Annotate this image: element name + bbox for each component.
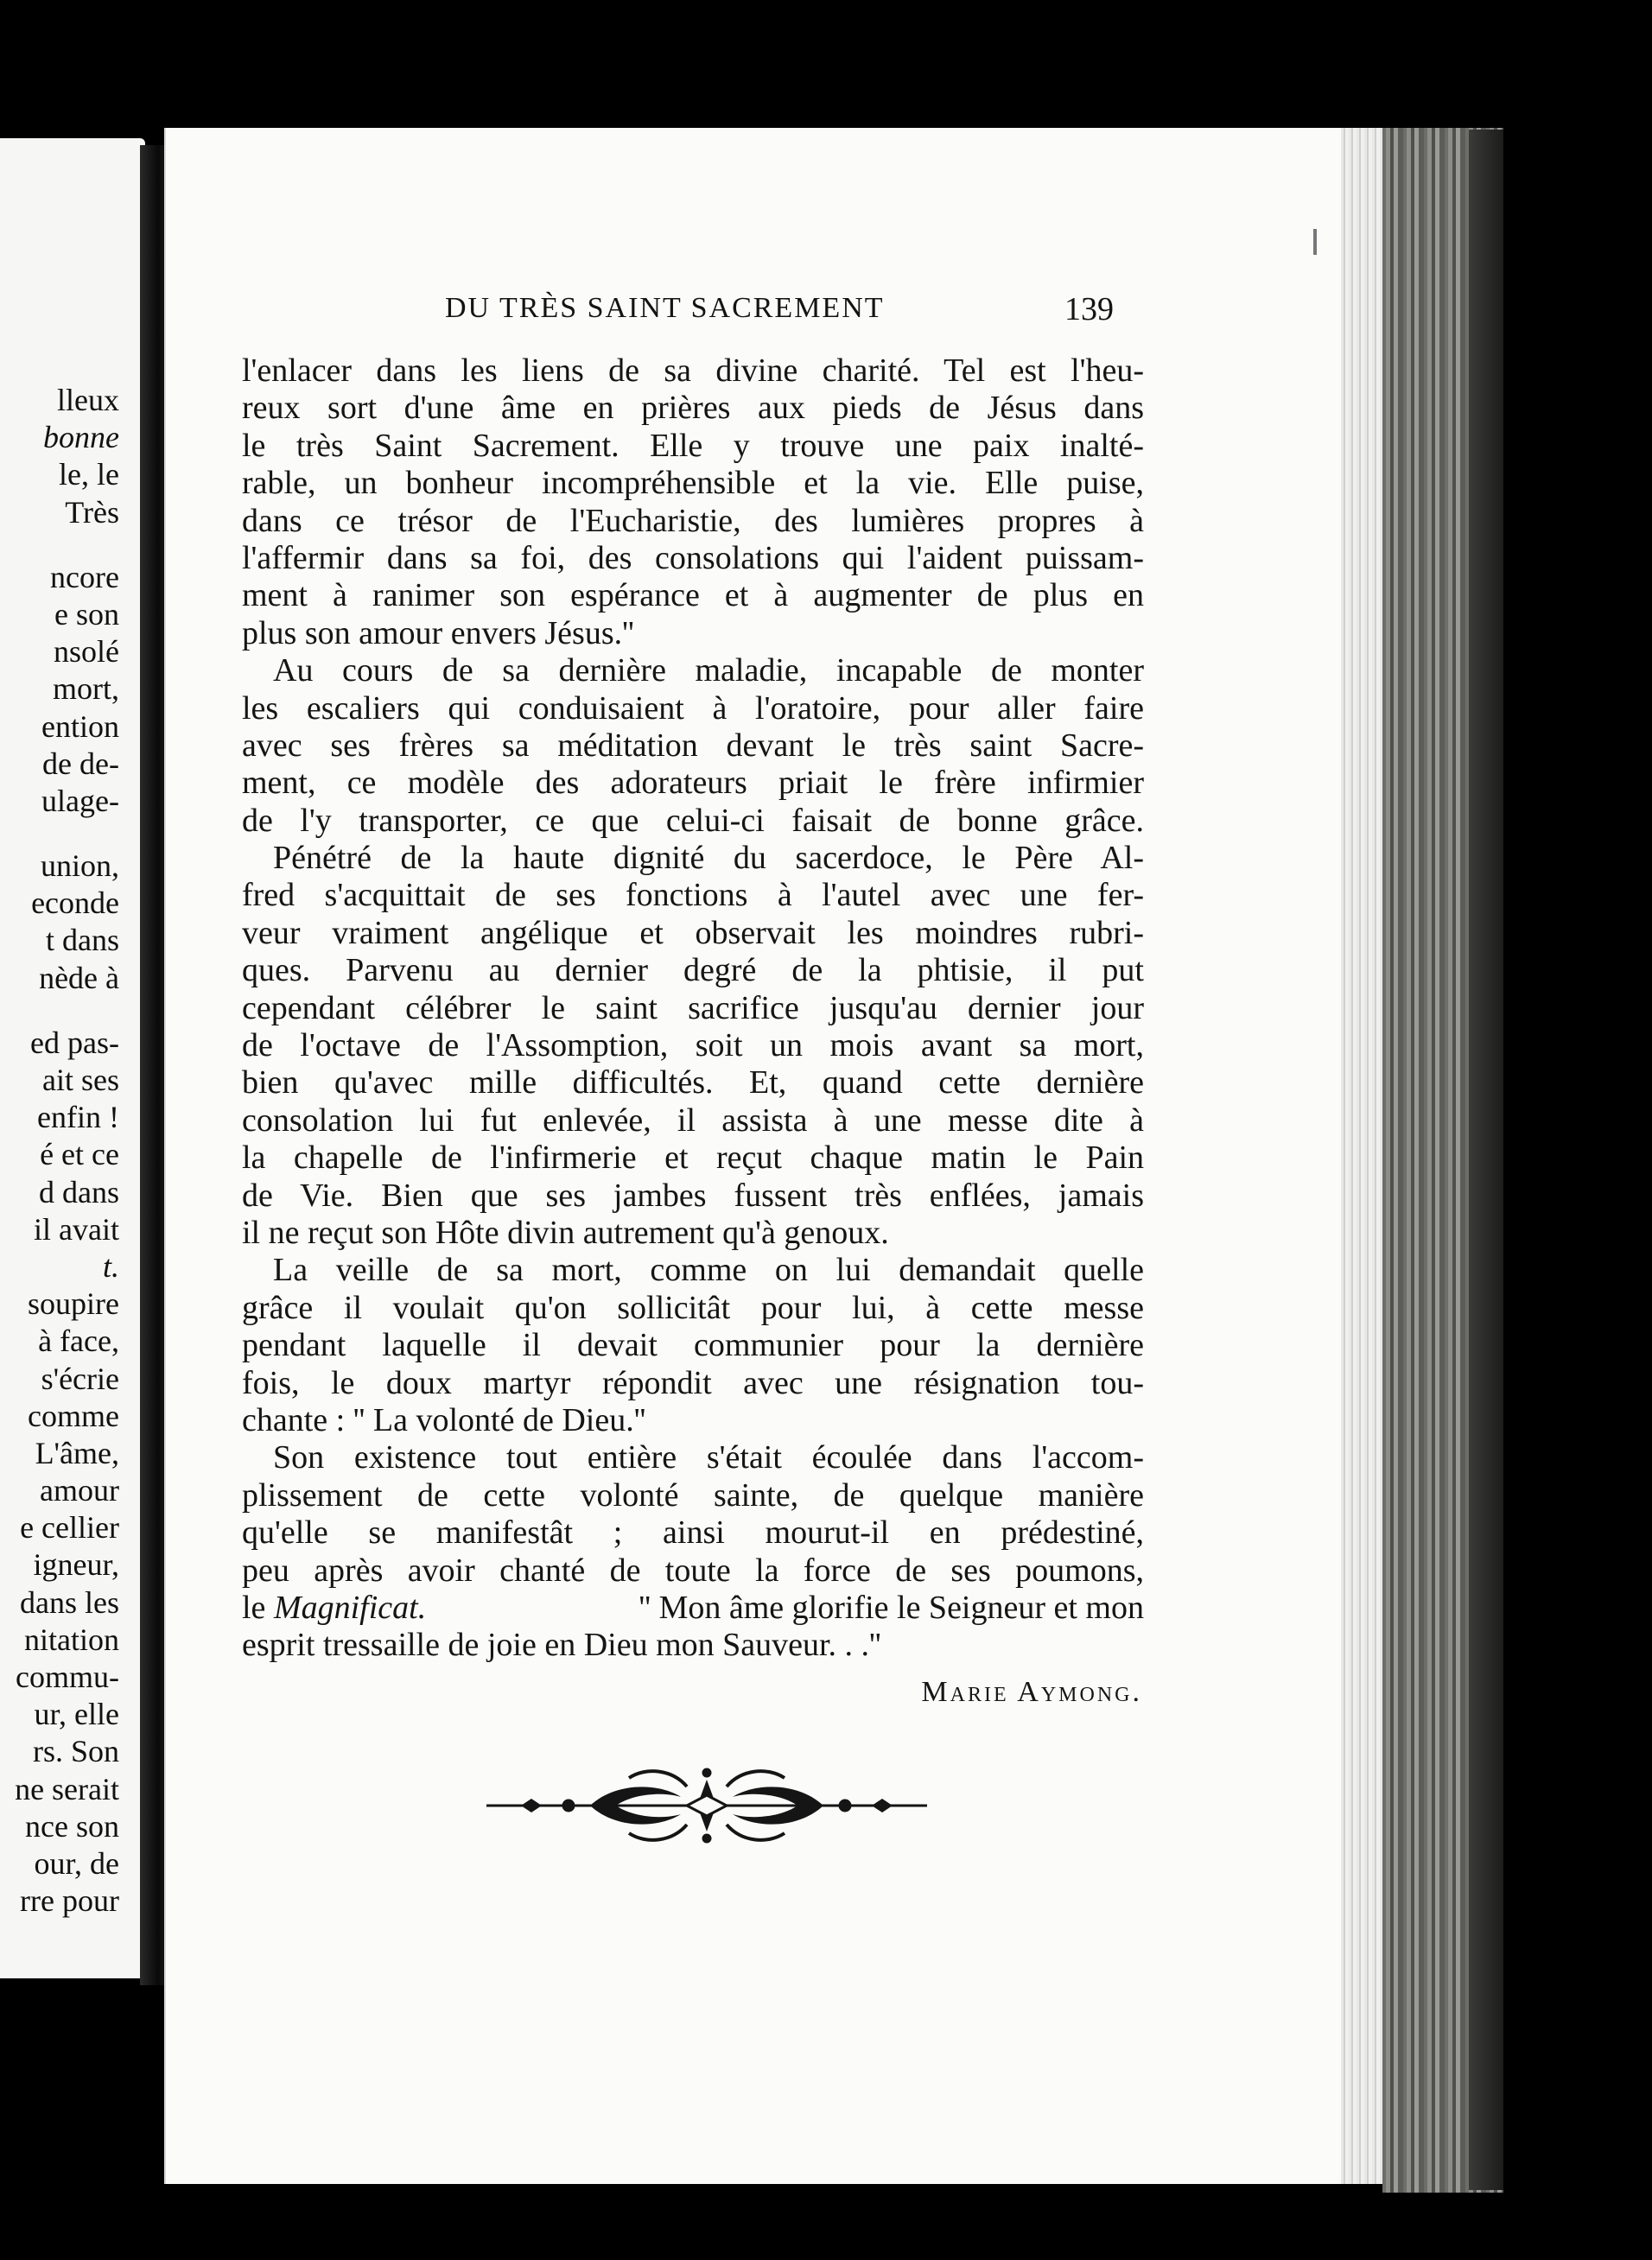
text-line: grâce il voulait qu'on sollicitât pour lui, à cette messe — [242, 1289, 1144, 1326]
text-line: qu'elle se manifestât ; ainsi mourut-il en prédestiné, — [242, 1514, 1144, 1552]
text-line: ment, ce modèle des adorateurs priait le frère infirmier — [242, 765, 1144, 802]
text-line: l'enlacer dans les liens de sa divine charité. Tel est l'heu- — [242, 352, 1144, 389]
text-line: peu après avoir chanté de toute la force de ses poumons, — [242, 1552, 1144, 1589]
text-line: les escaliers qui conduisaient à l'oratoire, pour aller faire — [242, 689, 1144, 727]
previous-page-line: e cellier — [20, 1510, 119, 1546]
page-number: 139 — [1064, 291, 1114, 327]
text-line: ment à ranimer son espérance et à augmenter de plus en — [242, 577, 1144, 614]
previous-page-line: le, le — [59, 457, 119, 492]
previous-page-line: rs. Son — [32, 1734, 119, 1769]
text-line-magnificat — [242, 1590, 1144, 1627]
previous-page-line: ulage- — [41, 783, 119, 818]
previous-page-line: s'écrie — [41, 1361, 119, 1396]
text-line: rable, un bonheur incompréhensible et la vie. Elle puise, — [242, 465, 1144, 502]
previous-page-line: lleux — [57, 383, 119, 417]
previous-page-line: dans les — [20, 1584, 119, 1620]
text-line: cependant célébrer le saint sacrifice jusqu'au dernier jour — [242, 989, 1144, 1026]
previous-page-line: e son — [54, 596, 119, 632]
page-mark — [1313, 229, 1317, 255]
magnificat-title: Magnificat. — [273, 1589, 427, 1626]
previous-page-line: L'âme, — [35, 1435, 119, 1470]
previous-page-line: ention — [41, 708, 119, 744]
previous-page-line: d dans — [39, 1174, 119, 1209]
text-line: de l'octave de l'Assomption, soit un mois avant sa mort, — [242, 1027, 1144, 1064]
previous-page-line: à face, — [38, 1324, 119, 1359]
previous-page-line: bonne — [43, 420, 119, 455]
previous-page-line — [0, 820, 119, 848]
text-fragment-le: le — [242, 1589, 266, 1626]
text-fragment — [242, 1590, 426, 1627]
previous-page-line: amour — [40, 1473, 119, 1508]
book-fore-edge-shadow — [1469, 130, 1503, 2190]
previous-page-line: t dans — [46, 923, 119, 958]
previous-page-line: t. — [102, 1248, 119, 1284]
previous-page-line: nède à — [39, 960, 119, 995]
text-line: l'affermir dans sa foi, des consolations qui l'aident puissam- — [242, 539, 1144, 576]
previous-page-line — [0, 531, 119, 559]
text-line: la chapelle de l'infirmerie et reçut chaque matin le Pain — [242, 1140, 1144, 1177]
previous-page-line — [0, 997, 119, 1025]
previous-page-line: ur, elle — [34, 1697, 119, 1732]
text-line: de l'y transporter, ce que celui-ci faisait de bonne grâce. — [242, 802, 1144, 839]
text-line: veur vraiment angélique et observait les moindres rubri- — [242, 914, 1144, 951]
previous-page-line: de de- — [42, 746, 119, 781]
previous-page-line: union, — [40, 848, 119, 884]
previous-page-line: our, de — [34, 1845, 119, 1881]
previous-page-line: nitation — [24, 1622, 119, 1657]
text-line: avec ses frères sa méditation devant le très saint Sacre- — [242, 727, 1144, 764]
previous-page-line: Très — [65, 494, 119, 530]
text-line: esprit tressaille de joie en Dieu mon Sauveur. . .'' — [242, 1627, 881, 1664]
text-line: plus son amour envers Jésus.'' — [242, 614, 634, 651]
text-line: reux sort d'une âme en prières aux pieds de Jésus dans — [242, 390, 1144, 427]
decorative-ornament — [486, 1762, 927, 1849]
text-line: bien qu'avec mille difficultés. Et, quand cette dernière — [242, 1064, 1144, 1101]
previous-page-line: ncore — [50, 559, 119, 594]
previous-page-line: ne serait — [15, 1771, 119, 1806]
running-head: DU TRÈS SAINT SACREMENT — [445, 292, 885, 324]
text-line: fois, le doux martyr répondit avec une résignation tou- — [242, 1364, 1144, 1401]
previous-page-line: igneur, — [33, 1547, 119, 1583]
previous-page-line: ait ses — [42, 1063, 119, 1097]
text-line: ques. Parvenu au dernier degré de la phtisie, il put — [242, 952, 1144, 989]
text-line: La veille de sa mort, comme on lui demandait quelle — [273, 1252, 1144, 1289]
previous-page-line: comme — [28, 1398, 119, 1433]
text-line: plissement de cette volonté sainte, de quelque manière — [242, 1476, 1144, 1514]
text-fragment: '' Mon âme glorifie le Seigneur et mon — [639, 1589, 1144, 1626]
text-line: le très Saint Sacrement. Elle y trouve une paix inalté- — [242, 427, 1144, 464]
previous-page-line: soupire — [28, 1286, 119, 1322]
previous-page-line: econde — [31, 886, 119, 921]
text-line: fred s'acquittait de ses fonctions à l'autel avec une fer- — [242, 877, 1144, 914]
body-text — [242, 352, 1144, 1665]
signature: Marie Aymong. — [921, 1676, 1142, 1708]
text-line: chante : '' La volonté de Dieu.'' — [242, 1401, 646, 1438]
previous-page — [0, 138, 145, 1978]
previous-page-line: enfin ! — [37, 1100, 119, 1135]
previous-page-line: nsolé — [54, 634, 119, 670]
previous-page-text — [0, 382, 119, 1920]
text-line: pendant laquelle il devait communier pour la dernière — [242, 1327, 1144, 1364]
text-line: de Vie. Bien que ses jambes fussent très enflées, jamais — [242, 1177, 1144, 1214]
text-line: dans ce trésor de l'Eucharistie, des lumières propres à — [242, 502, 1144, 539]
text-line: il ne reçut son Hôte divin autrement qu'à genoux. — [242, 1214, 889, 1251]
text-line: Au cours de sa dernière maladie, incapable de monter — [273, 652, 1144, 689]
previous-page-line: ed pas- — [30, 1025, 119, 1060]
previous-page-line: rre pour — [20, 1883, 119, 1919]
previous-page-line: il avait — [34, 1211, 119, 1247]
text-line: Pénétré de la haute dignité du sacerdoce, le Père Al- — [273, 840, 1144, 877]
previous-page-line: é et ce — [40, 1137, 119, 1172]
previous-page-line: commu- — [16, 1660, 119, 1694]
previous-page-line: mort, — [53, 671, 119, 707]
text-line: consolation lui fut enlevée, il assista à une messe dite à — [242, 1101, 1144, 1139]
text-line: Son existence tout entière s'était écoulée dans l'accom- — [273, 1439, 1144, 1476]
previous-page-line: nce son — [25, 1808, 119, 1844]
